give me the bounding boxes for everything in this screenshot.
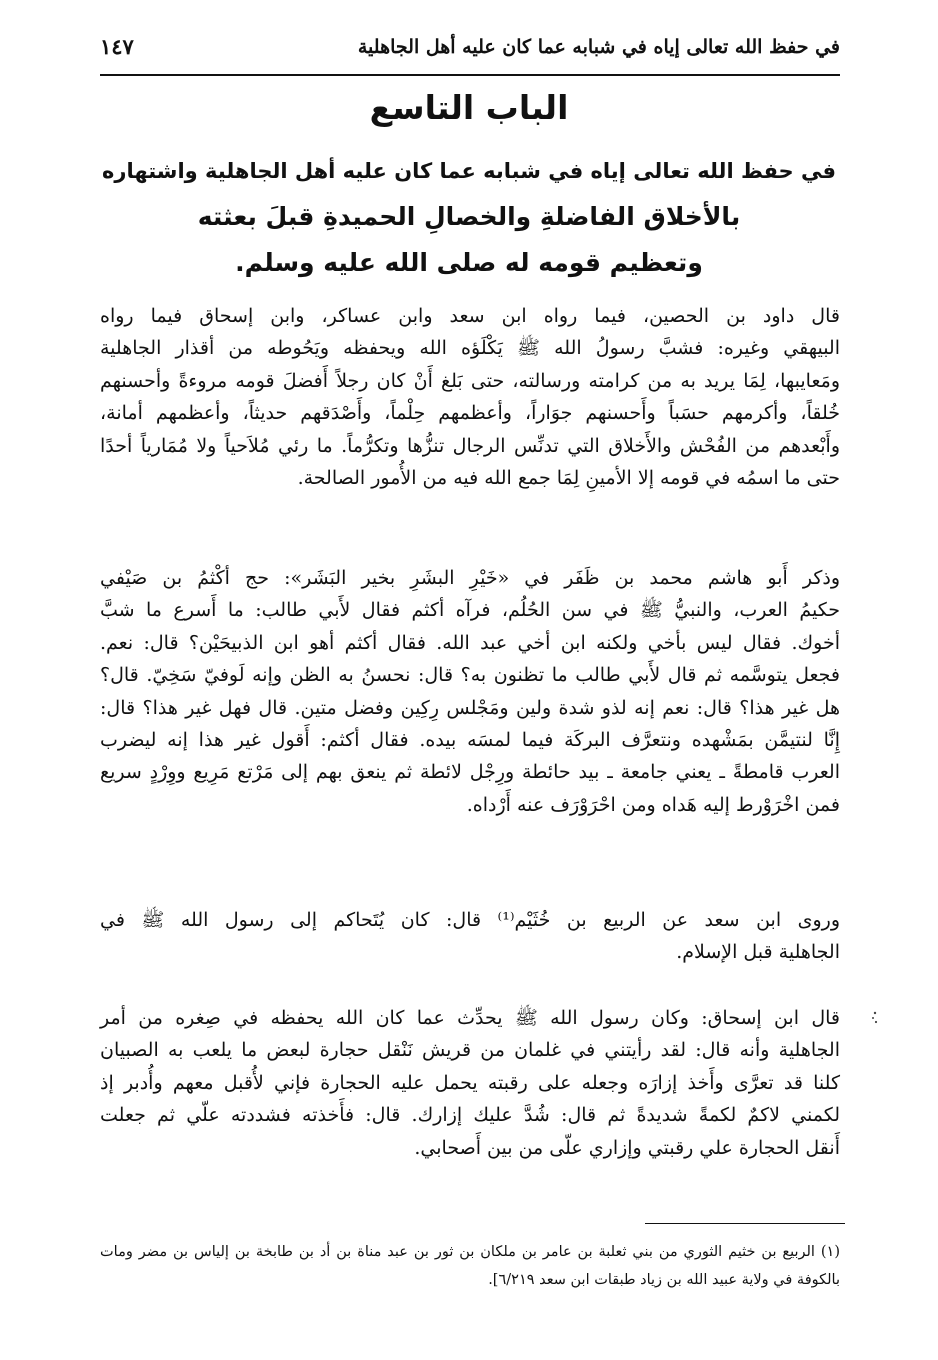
text-line: كلنا قد تعرَّى وأَخذ إزارَه وجعله على رقبته يحمل عليه الحجارة فإني لأُقبل معهم وأُدبر إذ	[100, 1071, 840, 1094]
text-line: الجاهلية قبل الإسلام.	[676, 941, 840, 964]
text-line: حتى ما اسمُه في قومه إلا الأمينِ لِمَا جمع الله فيه من الأُمور الصالحة.	[297, 467, 840, 490]
text-line: ومَعايبها، لِمَا يريد به من كرامته ورسالته، حتى بَلغ أَنْ كان رجلاً أَفضلَ قومه مروءةً وأحسنهم	[100, 369, 840, 392]
chapter-subtitle-line: وتعظيم قومه له صلى الله عليه وسلم.	[235, 248, 703, 277]
chapter-subtitle-line: في حفظ الله تعالى إياه في شبابه عما كان عليه أهل الجاهلية واشتهاره	[101, 159, 836, 183]
text-line: أَنقل الحجارة علي رقبتي وإزاري علّى من بين أَصحابي.	[414, 1136, 840, 1159]
text-line: أخوك. فقال ليس بأخي ولكنه ابن أخي عبد الله. فقال أكثم أهو ابن الذبيحَيْن؟ قال: نعم.	[100, 631, 840, 654]
text-line: هل غير هذا؟ قال: نعم إنه لذو شدة ولين ومَجْلس رِكِين وفضل متين. قال فهل غير هذا؟ قال:	[100, 696, 840, 719]
text-line: إِنَّا لنتيمَّن بمَشْهده ونتعرَّف البركَة فيما لمسَه بيده. فقال أكثم: أَقول غير هذا إنه ليضرب	[100, 729, 840, 752]
running-header	[100, 28, 840, 76]
footnote-line: بالكوفة في ولاية عبيد الله بن زياد طبقات ابن سعد ٦/٢١٩].	[488, 1272, 840, 1288]
paragraph-ibn-ishaq	[100, 1002, 840, 1164]
text-line: لكمني لاكمٌ لكمةً شديدةً ثم قال: شُدَّ عليك إزارك. قال: فأَخذته فشددته علّي ثم جعلت	[100, 1104, 840, 1127]
text-line: البيهقي وغيره: فشبَّ رسولُ الله ﷺ يَكْلَؤه الله ويحفظه ويَحُوطه من أقذار الجاهلية	[100, 337, 840, 360]
text-line: فجعل يتوسَّمه ثم قال لأَبي طالب ما تظنون به؟ قال: نحسنُ به الظن وإنه لَوفيّ سَخِيّ. قال؟	[100, 664, 840, 687]
text-line: حكيمُ العرب، والنبيُّ ﷺ في سن الحُلُم، فرآه أكثم فقال لأَبي طالب: ما أَسرع ما شبَّ	[100, 599, 840, 622]
text-line: وأَبْعدهم من الفُحْش والأَخلاق التي تدنِّس الرجال تنزُّها وتكرُّماً. ما رئي مُلاَحياً ولا مُمَارياً أحدًا	[100, 434, 840, 457]
chapter-subtitle-line: بالأخلاق الفاضلةِ والخصالِ الحميدةِ قبلَ بعثته	[197, 202, 741, 231]
paragraph-rabi	[100, 904, 840, 969]
paragraph-dawud	[100, 300, 840, 494]
text-line: الجاهلية وأنه قال: لقد رأيتني في غلمان من قريش نَنْقل حجارة لبعض ما يلعب به الصبيان	[100, 1039, 840, 1062]
footnote	[100, 1238, 840, 1294]
text-line: خُلقاً، وأكرمهم حسَباً وأَحسنهم جوَاراً، وأعظمهم حِلْماً، وأَصْدَقهم حديثاً، وأعظمهم أمانة،	[100, 402, 840, 425]
footnote-divider	[645, 1223, 845, 1224]
page-number: ١٤٧	[100, 34, 134, 59]
margin-speck-icon	[868, 1010, 882, 1026]
text-line: قال داود بن الحصين، فيما رواه ابن سعد وابن عساكر، وابن إسحاق فيما رواه	[100, 305, 840, 327]
chapter-title: الباب التاسع	[369, 88, 569, 127]
text-line: وروى ابن سعد عن الربيع بن خُثَيْم⁽¹⁾ قال: كان يُتَحاكم إلى رسول الله ﷺ في	[100, 909, 840, 931]
paragraph-aktham	[100, 562, 840, 821]
text-line: قال ابن إسحاق: وكان رسول الله ﷺ يحدِّث عما كان الله يحفظه في صِغره من أمر	[100, 1007, 840, 1029]
text-line: فمن اخْرَوْرط إليه هَداه ومن احْرَوْرَف عنه أَرْداه.	[466, 793, 840, 816]
chapter-subtitle	[100, 148, 838, 286]
text-line: وذكر أَبو هاشم محمد بن ظَفَر في «خَيْرِ البشَرِ بخير البَشَر»: حج أكْثمُ بن صَيْفي	[100, 567, 840, 589]
running-title: في حفظ الله تعالى إياه في شبابه عما كان عليه أهل الجاهلية	[357, 36, 840, 58]
footnote-line: (١) الربيع بن خثيم الثوري من بني ثعلبة بن عامر بن ملكان بن ثور بن عبد مناة بن أد بن طابخة بن إلياس بن مضر ومات	[100, 1244, 840, 1260]
text-line: العرب قامطةً ـ يعني جامعة ـ بيد حائطة ورِجْل لائطة ثم ينعق بهم إلى مَرْتع مَرِيع ووِرْدٍ سريع	[100, 761, 840, 784]
